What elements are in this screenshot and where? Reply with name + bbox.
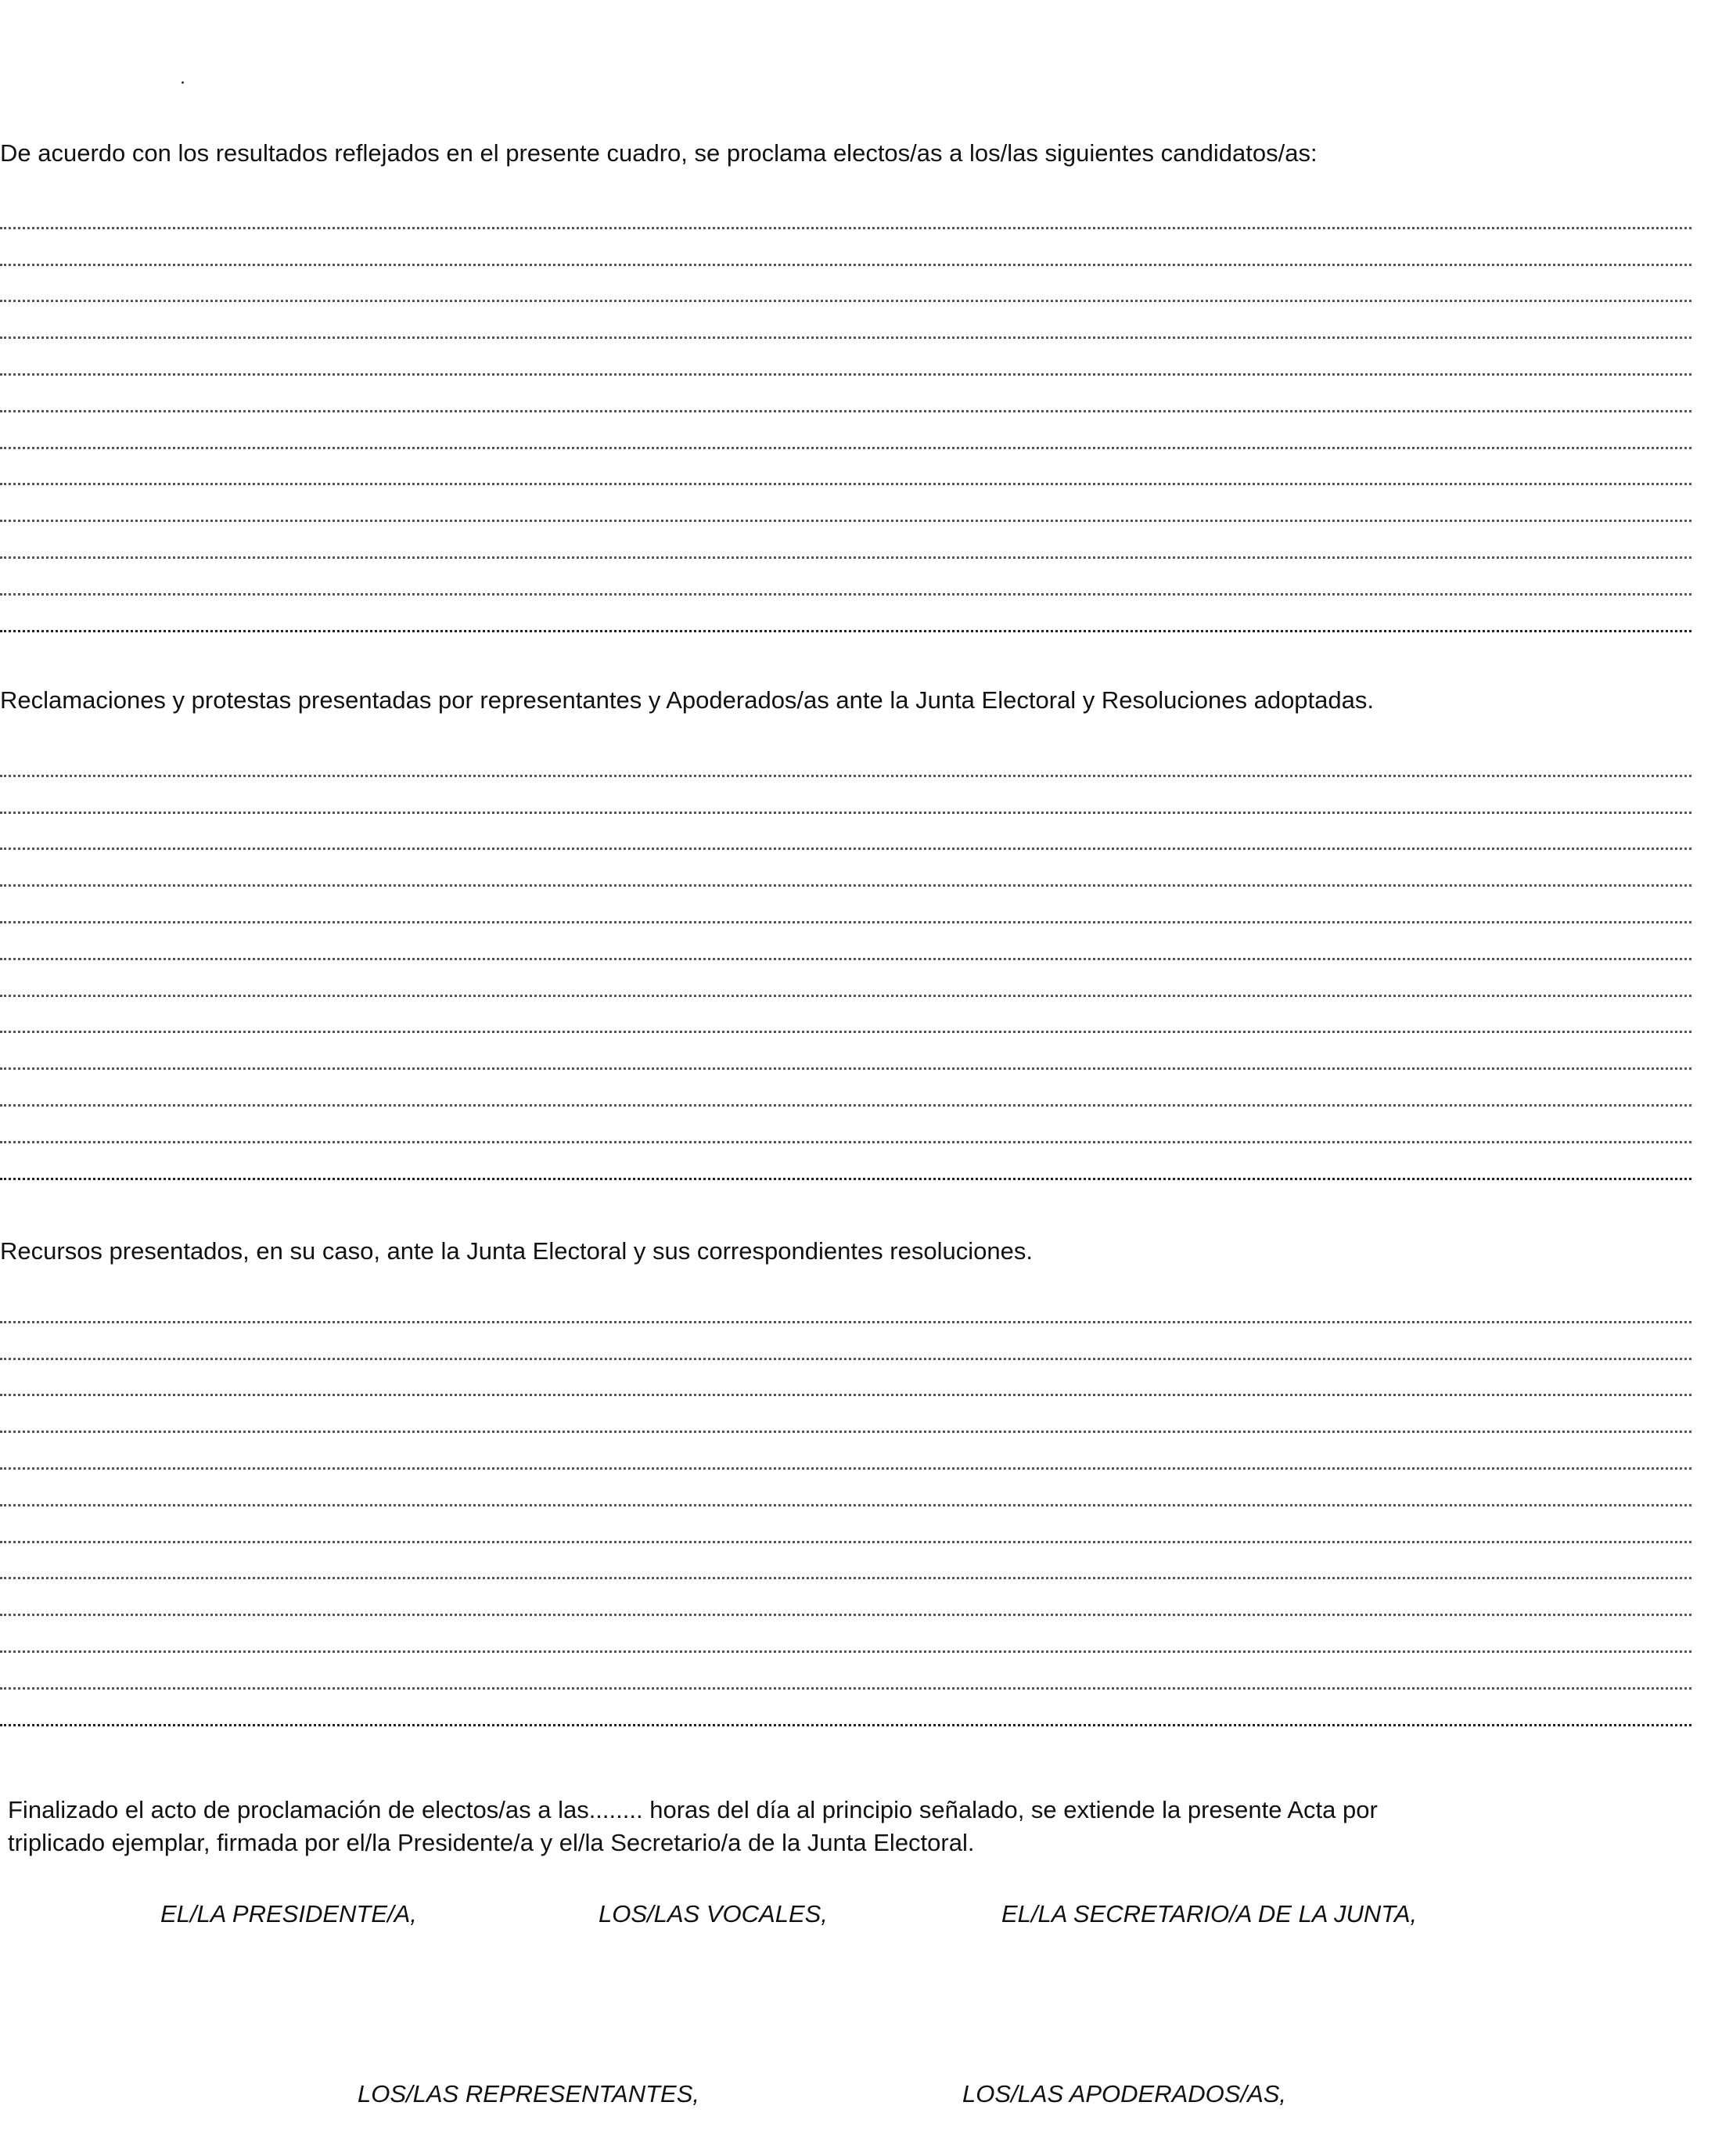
dotted-fill-line[interactable]	[0, 1433, 1691, 1470]
dotted-fill-line[interactable]	[0, 1323, 1691, 1360]
signature-representantes: LOS/LAS REPRESENTANTES,	[358, 2080, 699, 2107]
closing-paragraph	[8, 1794, 1682, 1859]
fill-lines-electos[interactable]	[0, 193, 1691, 632]
dotted-fill-line[interactable]	[0, 1470, 1691, 1506]
dotted-fill-line[interactable]	[0, 1287, 1691, 1323]
signature-presidente: EL/LA PRESIDENTE/A,	[160, 1900, 417, 1927]
dotted-fill-line[interactable]	[0, 449, 1691, 486]
signature-secretario: EL/LA SECRETARIO/A DE LA JUNTA,	[1001, 1900, 1418, 1927]
dotted-fill-line[interactable]	[0, 777, 1691, 814]
dotted-fill-line[interactable]	[0, 1143, 1691, 1180]
dotted-fill-line[interactable]	[0, 1653, 1691, 1690]
dotted-fill-line[interactable]	[0, 596, 1691, 632]
signature-vocales: LOS/LAS VOCALES,	[599, 1900, 828, 1927]
dotted-fill-line[interactable]	[0, 1396, 1691, 1433]
dotted-fill-line[interactable]	[0, 1107, 1691, 1143]
closing-line-2: triplicado ejemplar, firmada por el/la Presidente/a y el/la Secretario/a de la Junta Electoral.	[8, 1829, 975, 1856]
dotted-fill-line[interactable]	[0, 1070, 1691, 1107]
dotted-fill-line[interactable]	[0, 1616, 1691, 1653]
dotted-fill-line[interactable]	[0, 1690, 1691, 1726]
dotted-fill-line[interactable]	[0, 376, 1691, 412]
fill-lines-recursos[interactable]	[0, 1287, 1691, 1726]
closing-line-1: Finalizado el acto de proclamación de electos/as a las........ horas del día al principio señalado, se extiende la presente Acta por	[8, 1796, 1378, 1823]
dotted-fill-line[interactable]	[0, 193, 1691, 229]
signature-apoderados: LOS/LAS APODERADOS/AS,	[962, 2080, 1287, 2107]
dotted-fill-line[interactable]	[0, 997, 1691, 1034]
dotted-fill-line[interactable]	[0, 850, 1691, 887]
fill-lines-reclamaciones[interactable]	[0, 740, 1691, 1180]
dotted-fill-line[interactable]	[0, 814, 1691, 851]
heading-reclamaciones: Reclamaciones y protestas presentadas por representantes y Apoderados/as ante la Junta Electoral y Resoluciones adoptadas.	[0, 686, 1374, 714]
heading-electos: De acuerdo con los resultados reflejados en el presente cuadro, se proclama electos/as a los/las siguientes candidatos/as:	[0, 139, 1318, 167]
dotted-fill-line[interactable]	[0, 887, 1691, 923]
dotted-fill-line[interactable]	[0, 1360, 1691, 1397]
dotted-fill-line[interactable]	[0, 923, 1691, 960]
scan-speck	[182, 81, 184, 84]
dotted-fill-line[interactable]	[0, 1579, 1691, 1616]
dotted-fill-line[interactable]	[0, 266, 1691, 303]
heading-recursos: Recursos presentados, en su caso, ante la Junta Electoral y sus correspondientes resoluciones.	[0, 1237, 1033, 1265]
dotted-fill-line[interactable]	[0, 740, 1691, 777]
dotted-fill-line[interactable]	[0, 339, 1691, 376]
dotted-fill-line[interactable]	[0, 1033, 1691, 1070]
dotted-fill-line[interactable]	[0, 559, 1691, 596]
dotted-fill-line[interactable]	[0, 522, 1691, 559]
dotted-fill-line[interactable]	[0, 1543, 1691, 1580]
dotted-fill-line[interactable]	[0, 229, 1691, 266]
dotted-fill-line[interactable]	[0, 485, 1691, 522]
dotted-fill-line[interactable]	[0, 302, 1691, 339]
dotted-fill-line[interactable]	[0, 1506, 1691, 1543]
dotted-fill-line[interactable]	[0, 412, 1691, 449]
dotted-fill-line[interactable]	[0, 960, 1691, 997]
